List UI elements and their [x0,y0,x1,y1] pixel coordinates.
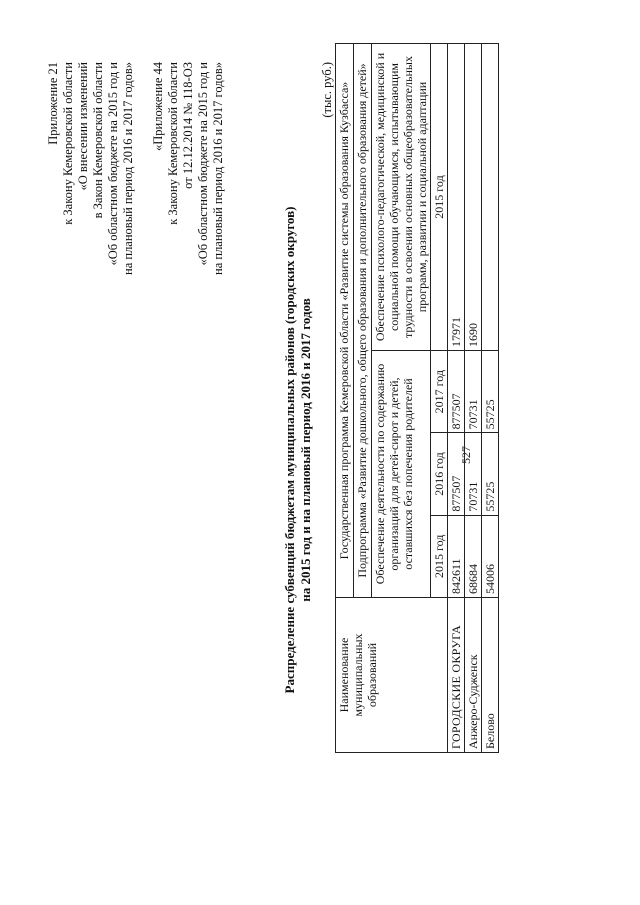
cell-value: 68684 [465,515,482,597]
subprogram-header: Подпрограмма «Развитие дошкольного, общего образования и дополнительного образования детей» [354,44,372,598]
cell-value: 877507 [448,433,465,515]
year-header: 2017 год [431,351,448,433]
group-header-orphans: Обеспечение деятельности по содержанию организаций для детей-сирот и детей, оставшихся без попечения родителей [372,351,431,598]
appendix-line: от 12.12.2014 № 118-ОЗ [181,62,195,189]
title-line-1: Распределение субвенций бюджетам муниципальных районов (городских округов) [282,206,297,694]
appendix-header [46,62,226,362]
appendix-line: «Приложение 44 [151,62,165,151]
year-header: 2015 год [431,515,448,597]
appendix-line: в Закон Кемеровской области [91,62,105,219]
appendix-line: «Об областном бюджете на 2015 год и [196,62,210,266]
cell-value: 877507 [448,351,465,433]
title-line-2: на 2015 год и на плановый период 2016 и 2017 годов [298,298,313,602]
cell-value: 1690 [465,44,482,351]
table-row [465,44,482,753]
group-header-psych: Обеспечение психолого-педагогической, медицинской и социальной помощи обучающимся, испытывающим трудности в освоении основных общеобразовательных программ, развитии и социальной адаптации [372,44,431,351]
appendix-line: к Закону Кемеровской области [61,62,75,225]
appendix-line: Приложение 21 [46,62,60,145]
year-header: 2016 год [431,433,448,515]
cell-value: 55725 [482,433,499,515]
cell-value [482,44,499,351]
appendix-line: на плановый период 2016 и 2017 годов» [211,62,225,275]
row-name: Белово [482,598,499,753]
program-header: Государственная программа Кемеровской области «Развитие системы образования Кузбасса» [336,44,354,598]
page-number: 527 [459,446,473,464]
document-title [282,190,314,710]
appendix-line: «Об областном бюджете на 2015 год и [106,62,120,266]
cell-value: 17971 [448,44,465,351]
subsidy-table [335,43,499,753]
table-row [482,44,499,753]
cell-value: 70731 [465,351,482,433]
units-label: (тыс. руб.) [320,62,334,118]
cell-value: 54006 [482,515,499,597]
appendix-line: к Закону Кемеровской области [166,62,180,225]
row-name: ГОРОДСКИЕ ОКРУГА [448,598,465,753]
name-header: Наименование муниципальных образований [336,598,448,753]
row-name: Анжеро-Судженск [465,598,482,753]
cell-value: 55725 [482,351,499,433]
cell-value: 842611 [448,515,465,597]
year-header: 2015 год [431,44,448,351]
cell-value: 70731 [465,433,482,515]
table-row [448,44,465,753]
appendix-line: «О внесении изменений [76,62,90,191]
appendix-line: на плановый период 2016 и 2017 годов» [121,62,135,275]
